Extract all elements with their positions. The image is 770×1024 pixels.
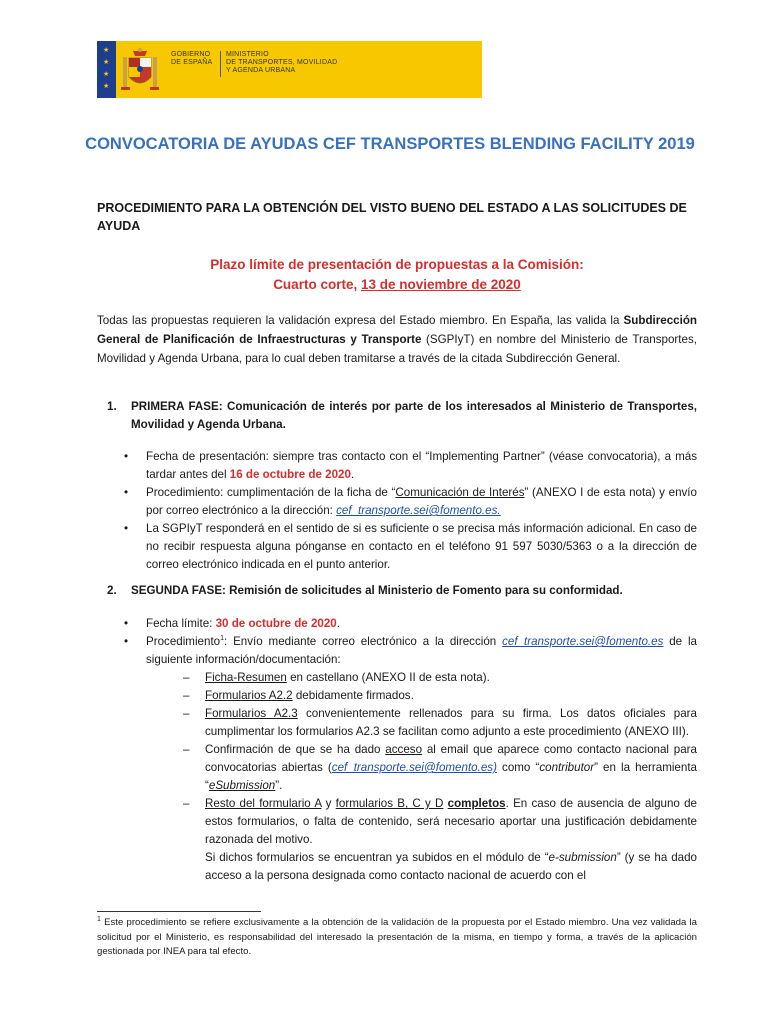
header-divider: [220, 51, 221, 77]
date-highlight: 30 de octubre de 2020: [215, 617, 337, 630]
phase-2-heading: [97, 582, 697, 600]
bullet-text: Procedimiento: cumplimentación de la ficha de “: [146, 486, 396, 499]
underlined-term: Resto del formulario A: [205, 797, 322, 810]
bullet-text: ” (ANEXO I de esta nota) y envío por correo electrónico a la dirección:: [146, 486, 697, 517]
list-item: [97, 520, 697, 574]
underlined-term: formularios B, C y D: [335, 797, 444, 810]
bullet-icon: •: [124, 486, 129, 499]
bullet-text: La SGPIyT responderá en el sentido de si es suficiente o se precisa más información adicional. En caso de no recibir respuesta alguna pónganse en contacto en el teléfono 91 597 5030/5363 o a la dirección de correo electrónico indicada en el punto anterior.: [146, 522, 697, 571]
sub-text: y: [321, 797, 336, 810]
list-item: [97, 484, 697, 520]
intro-text-1: Todas las propuestas requieren la validación expresa del Estado miembro. En España, las valida la: [97, 314, 624, 327]
deadline-date: 13 de noviembre de 2020: [360, 277, 521, 292]
sub-list-item: [97, 687, 697, 705]
phase-1-heading: [97, 398, 697, 434]
list-item: [97, 448, 697, 484]
interest-form-link[interactable]: Comunicación de Interés: [395, 486, 525, 499]
dash-icon: –: [183, 707, 190, 720]
list-item: [97, 633, 697, 669]
deadline-notice: [97, 255, 697, 295]
sub-text: ” (y se ha dado acceso a la persona designada como contacto nacional de acuerdo con el: [205, 851, 697, 882]
underlined-term: Formularios A2.2: [205, 689, 293, 702]
underlined-term: acceso: [385, 743, 423, 756]
sub-text: Si dichos formularios se encuentran ya subidos en el módulo de “: [205, 851, 549, 864]
dash-icon: –: [183, 797, 190, 810]
deadline-prefix: Cuarto corte,: [273, 277, 361, 292]
email-link[interactable]: cef_transporte.sei@fomento.es: [502, 635, 664, 648]
document-subtitle: PROCEDIMIENTO PARA LA OBTENCIÓN DEL VISTO BUENO DEL ESTADO A LAS SOLICITUDES DE AYUDA: [97, 201, 687, 233]
bullet-text: de la siguiente información/documentación:: [146, 635, 697, 666]
email-link[interactable]: cef_transporte.sei@fomento.es): [331, 761, 497, 774]
footnote-number: 1: [97, 915, 101, 923]
intro-paragraph: [97, 311, 697, 368]
dash-icon: –: [183, 671, 190, 684]
star-icon: ★: [103, 83, 110, 90]
star-icon: ★: [103, 71, 110, 78]
phase-2-list: [97, 615, 697, 885]
sub-list-continuation: [97, 849, 697, 885]
document-title: CONVOCATORIA DE AYUDAS CEF TRANSPORTES BLENDING FACILITY 2019: [85, 135, 695, 153]
sub-text: convenientemente rellenados para su firma. Los datos oficiales para cumplimentar los formularios A2.3 se facilitan como adjunto a este procedimiento (ANEXO III).: [205, 707, 697, 738]
sub-text: ”.: [275, 779, 283, 792]
sub-text: Confirmación de que se ha dado: [205, 743, 386, 756]
sub-list-item: [97, 741, 697, 795]
underlined-term: Ficha-Resumen: [205, 671, 287, 684]
bullet-icon: •: [124, 617, 129, 630]
deadline-line-1: Plazo límite de presentación de propuestas a la Comisión:: [210, 257, 584, 272]
eu-flag-strip: [97, 41, 116, 98]
intro-bold: Subdirección General de Planificación de Infraestructuras y Transporte: [97, 314, 697, 346]
bullet-text: : Envío mediante correo electrónico a la dirección: [224, 635, 503, 648]
italic-term: contributor: [539, 761, 595, 774]
bullet-text: Fecha límite:: [146, 617, 216, 630]
bullet-text: .: [336, 617, 340, 630]
phase-1-title: PRIMERA FASE: Comunicación de interés por parte de los interesados al Ministerio de Transportes, Movilidad y Agenda Urbana.: [131, 400, 697, 431]
star-icon: ★: [103, 59, 110, 66]
phase-1-list: [97, 448, 697, 574]
bullet-text: Fecha de presentación: siempre tras contacto con el “Implementing Partner” (véase convocatoria), a más tardar antes del: [146, 450, 697, 481]
footnote: [97, 916, 697, 960]
bold-term: completos: [447, 797, 506, 810]
bullet-icon: •: [124, 450, 129, 463]
dash-icon: –: [183, 689, 190, 702]
sub-list-item: [97, 705, 697, 741]
sub-text: en castellano (ANEXO II de esta nota).: [286, 671, 490, 684]
star-icon: ★: [103, 47, 110, 54]
underlined-term: Formularios A2.3: [205, 707, 298, 720]
phase-2-number: 2.: [107, 584, 117, 597]
dash-icon: –: [183, 743, 190, 756]
list-item: [97, 615, 697, 633]
email-link[interactable]: cef_transporte.sei@fomento.es.: [336, 504, 501, 517]
sub-text: como “: [496, 761, 540, 774]
government-header: [97, 41, 482, 98]
sub-text: . En caso de ausencia de alguno de estos formularios, o falta de contenido, será necesario aportar una justificación debidamente razonada del motivo.: [205, 797, 697, 846]
sub-list-item: [97, 669, 697, 687]
deadline-line-2: [97, 275, 697, 295]
bullet-icon: •: [124, 522, 129, 535]
ministry-label: MINISTERIO DE TRANSPORTES, MOVILIDAD Y AGENDA URBANA: [226, 51, 338, 74]
date-highlight: 16 de octubre de 2020: [229, 468, 351, 481]
sub-list-item: [97, 795, 697, 849]
sub-text: al email que aparece como contacto nacional para convocatorias abiertas (: [205, 743, 697, 774]
sub-text: debidamente firmados.: [292, 689, 414, 702]
phase-2-title: SEGUNDA FASE: Remisión de solicitudes al Ministerio de Fomento para su conformidad.: [131, 584, 623, 597]
bullet-icon: •: [124, 635, 129, 648]
italic-term: eSubmission: [208, 779, 276, 792]
footnote-text: Este procedimiento se refiere exclusivamente a la obtención de la validación de la propuesta por el Estado miembro. Una vez validada la solicitud por el Ministerio, es responsabilidad del interesado la presentación de la misma, en tiempo y forma, a través de la aplicación gestionada por INEA para tal efecto.: [97, 917, 697, 957]
sub-text: ” en la herramienta “: [205, 761, 697, 792]
intro-text-2: (SGPIyT) en nombre del Ministerio de Transportes, Movilidad y Agenda Urbana, para lo cual deben tramitarse a través de la citada Subdirección General.: [97, 333, 697, 365]
italic-term: e-submission: [548, 851, 617, 864]
government-label: GOBIERNO DE ESPAÑA: [171, 51, 213, 66]
coat-of-arms-icon: [121, 47, 159, 92]
footnote-divider: [97, 911, 261, 912]
phase-1-number: 1.: [107, 400, 117, 413]
bullet-text: .: [350, 468, 355, 481]
bullet-text: Procedimiento: [146, 635, 221, 648]
footnote-ref[interactable]: 1: [220, 635, 225, 643]
